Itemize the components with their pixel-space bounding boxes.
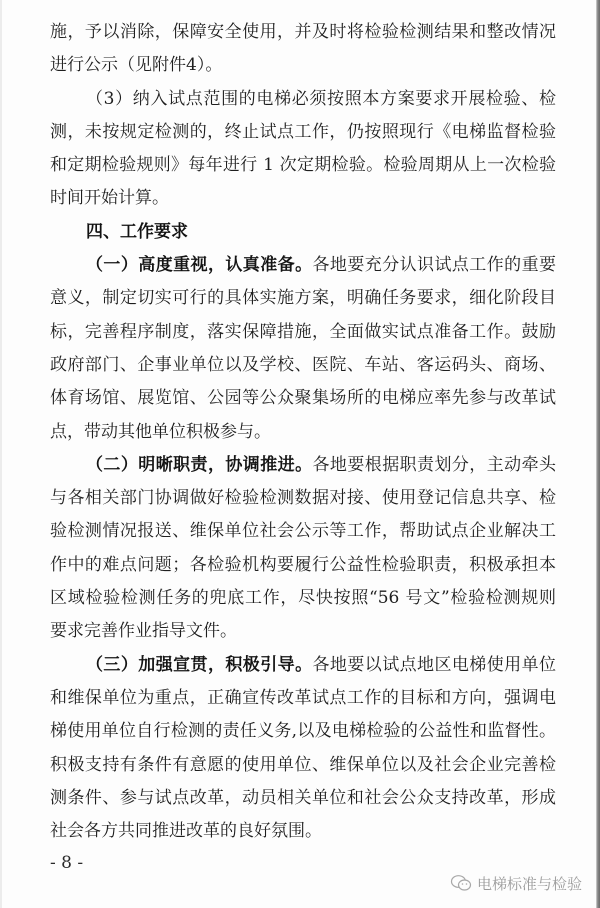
paragraph-requirement-3 [50,649,556,849]
text-line: 要求完善作业指导文件。 [50,621,237,642]
text-line: 施，予以消除，保障安全使用，并及时将检验检测结果和整改情况 [50,22,556,42]
text-span: 各地要根据职责划分，主动牵头 [312,454,556,475]
page-number: - 8 - [50,853,84,873]
watermark [450,872,582,894]
scan-right-edge [596,0,600,908]
text-span: 各地要充分认识试点工作的重要 [312,255,556,276]
section-heading: 四、工作要求 [86,221,188,242]
paragraph-continuation [50,16,556,83]
text-line: 测条件、参与试点改革，动员相关单位和社会公众支持改革，形成 [50,787,556,808]
paragraph-requirement-1 [50,249,556,449]
text-line: 积极支持有条件有意愿的使用单位、维保单位以及社会企业完善检 [50,754,556,775]
scan-left-edge [0,0,2,908]
watermark-text: 电梯标准与检验 [477,874,583,893]
text-line: 时间开始计算。 [50,188,169,209]
text-line: （3）纳入试点范围的电梯必须按照本方案要求开展检验、检 [86,88,556,109]
text-line: 作中的难点问题；各检验机构要履行公益性检验职责，积极承担本 [50,554,556,575]
subheading-prefix: （一）高度重视，认真准备。 [86,255,313,276]
text-line: 意义，制定切实可行的具体实施方案，明确任务要求，细化阶段目 [50,288,556,309]
text-line: 进行公示（见附件4）。 [50,55,223,76]
text-line: 验检测情况报送、维保单位社会公示等工作，帮助试点企业解决工 [50,521,556,542]
text-line [50,249,556,282]
subheading-prefix: （三）加强宣贯，积极引导。 [86,654,313,675]
paragraph-item-3 [50,83,556,216]
text-line: 和定期检验规则》每年进行 1 次定期检验。检验周期从上一次检验 [50,155,556,176]
text-line: 社会各方共同推进改革的良好氛围。 [50,821,322,842]
text-line: 体育场馆、展览馆、公园等公众聚集场所的电梯应率先参与改革试 [50,388,556,409]
text-line [50,449,556,482]
text-line: 与各相关部门协调做好检验检测数据对接、使用登记信息共享、检 [50,488,556,509]
text-line: 政府部门、企事业单位以及学校、医院、车站、客运码头、商场、 [50,354,556,375]
text-line: 标，完善程序制度，落实保障措施，全面做实试点准备工作。鼓励 [50,321,556,342]
text-line: 测，未按规定检测的，终止试点工作，仍按照现行《电梯监督检验 [50,121,556,142]
text-line: 和维保单位为重点，正确宣传改革试点工作的目标和方向，强调电 [50,687,556,708]
wechat-icon [450,874,472,892]
text-span: 各地要以试点地区电梯使用单位 [312,654,556,675]
subheading-prefix: （二）明晰职责，协调推进。 [86,454,313,475]
text-line [50,649,556,682]
text-line: 点，带动其他单位积极参与。 [50,421,271,442]
text-line: 梯使用单位自行检测的责任义务,以及电梯检验的公益性和监督性。 [50,721,556,742]
text-line: 区域检验检测任务的兜底工作，尽快按照“56 号文”检验检测规则 [50,588,556,609]
paragraph-requirement-2 [50,449,556,649]
document-body [50,16,556,848]
